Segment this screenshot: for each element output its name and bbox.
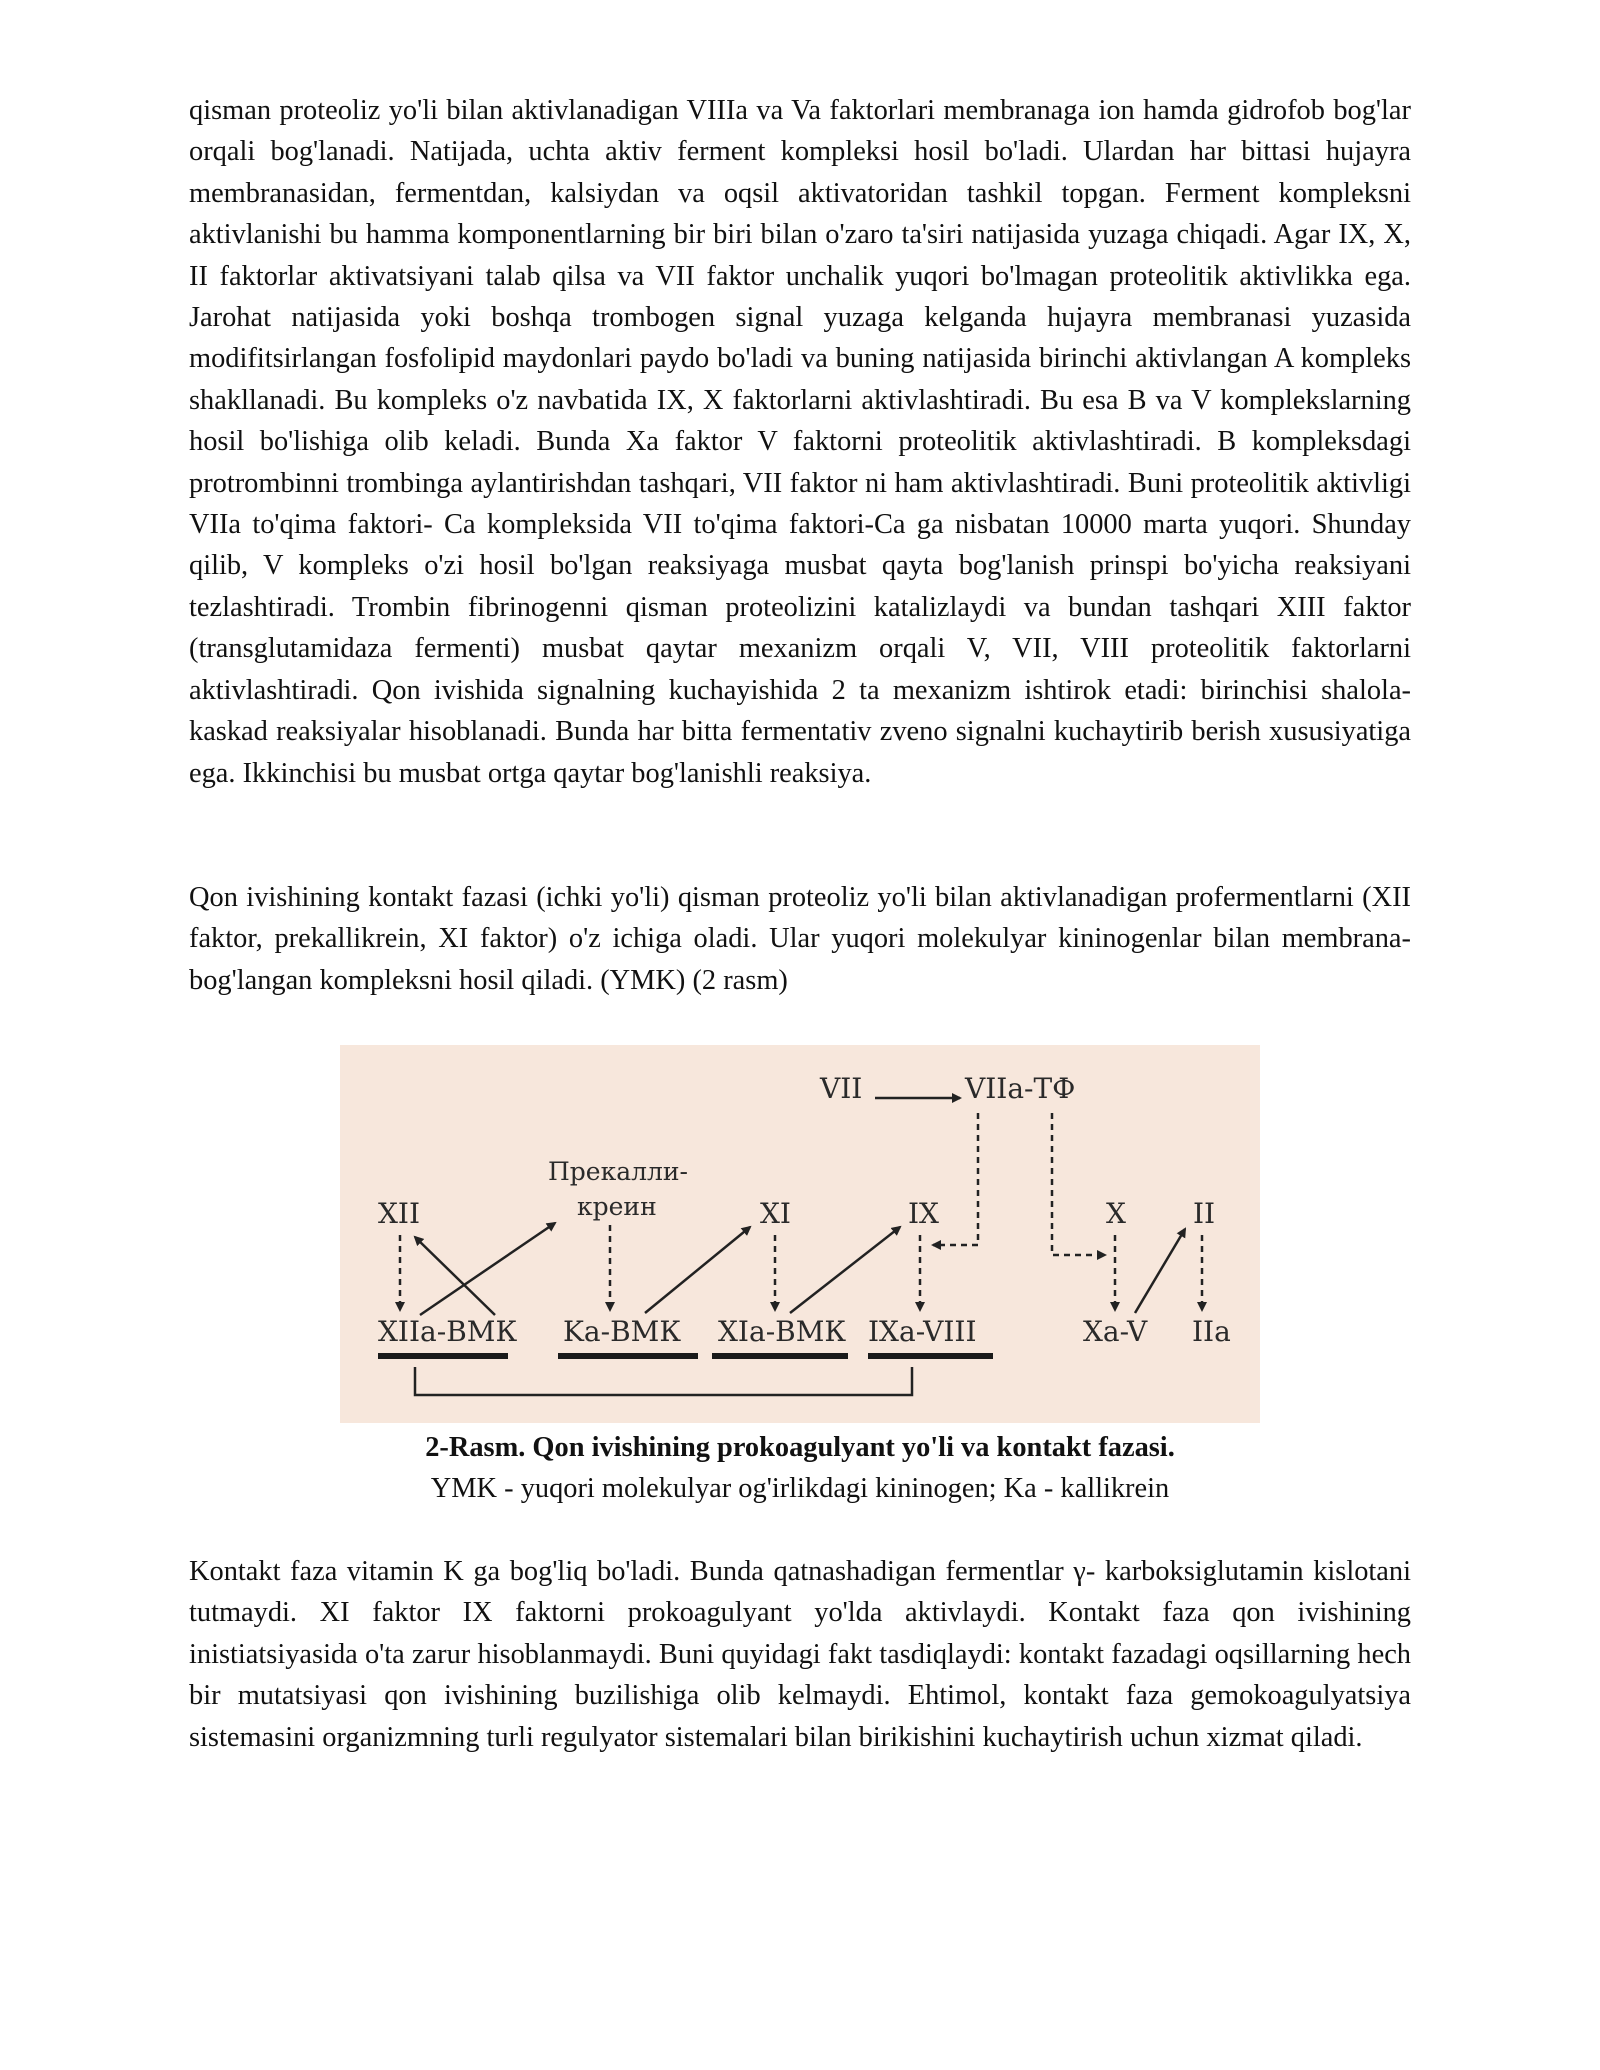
arrow-xiia-to-xii [415, 1237, 495, 1315]
label-vii: VII [820, 1072, 863, 1105]
label-viia-tf: VIIa-ТФ [965, 1072, 1076, 1105]
arrow-ka-to-xi [645, 1227, 750, 1313]
complex-bracket [415, 1367, 912, 1395]
label-ii: II [1193, 1197, 1216, 1230]
arrow-xiia-to-prekallikrein [420, 1223, 555, 1315]
label-x: X [1106, 1197, 1126, 1230]
body-paragraph-2: Qon ivishining kontakt fazasi (ichki yo'li) qisman proteoliz yo'li bilan aktivlanadigan profermentlarni (XII faktor, prekallikrein, XI faktor) o'z ichiga oladi. Ular yuqori molekulyar kininogenlar bilan membrana-bog'langan kompleksni hosil qiladi. (YMK) (2 rasm) [189, 882, 1411, 996]
label-iia: IIa [1192, 1315, 1231, 1348]
label-prekallikrein-1: Прекалли- [548, 1157, 689, 1186]
label-prekallikrein-2: креин [577, 1192, 657, 1221]
membrane-bar-ixa [868, 1353, 993, 1359]
figure-caption-title: 2-Rasm. Qon ivishining prokoagulyant yo'li va kontakt fazasi. [425, 1432, 1175, 1463]
label-ka-vmk: Ka-ВМК [563, 1315, 681, 1348]
label-xa-v: Xa-V [1083, 1315, 1148, 1348]
arrow-xia-to-ix [790, 1227, 900, 1313]
body-paragraph-1: qisman proteoliz yo'li bilan aktivlanadigan VIIIa va Va faktorlari membranaga ion hamda gidrofob bog'lar orqali bog'lanadi. Natijada, uchta aktiv ferment kompleksi hosil bo'ladi. Ulardan har bittasi hujayra membranasidan, fermentdan, kalsiydan va oqsil aktivatoridan tashkil topgan. Ferment kompleksni aktivlanishi bu hamma komponentlarning bir biri bilan o'zaro ta'siri natijasida yuzaga chiqadi. Agar IX, X, II faktorlar aktivatsiyani talab qilsa va VII faktor unchalik yuqori bo'lmagan proteolitik aktivlikka ega. Jarohat natijasida yoki boshqa trombogen signal yuzaga kelganda hujayra membranasi yuzasida modifitsirlangan fosfolipid maydonlari paydo bo'ladi va buning natijasida birinchi aktivlangan A kompleks shakllanadi. Bu kompleks o'z navbatida IX, X faktorlarni aktivlashtiradi. Bu esa B va V komplekslarning hosil bo'lishiga olib keladi. Bunda Xa faktor V faktorni proteolitik aktivlashtiradi. B kompleksdagi protrombinni trombinga aylantirishdan tashqari, VII faktor ni ham aktivlashtiradi. Buni proteolitik aktivligi VIIa to'qima faktori- Ca kompleksida VII to'qima faktori-Ca ga nisbatan 10000 marta yuqori. Shunday qilib, V kompleks o'zi hosil bo'lgan reaksiyaga musbat qayta bog'lanish prinspi bo'yicha reaksiyani tezlashtiradi. Trombin fibrinogenni qisman proteolizini katalizlaydi va bundan tashqari XIII faktor (transglutamidaza fermenti) musbat qaytar mexanizm orqali V, VII, VIII proteolitik faktorlarni aktivlashtiradi. Qon ivishida signalning kuchayishida 2 ta mexanizm ishtirok etadi: birinchisi shalola-kaskad reaksiyalar hisoblanadi. Bunda har bitta fermentativ zveno signalni kuchaytirib berish xususiyatiga ega. Ikkinchisi bu musbat ortga qaytar bog'lanishli reaksiya. [189, 95, 1411, 789]
coagulation-diagram-svg [340, 1045, 1260, 1423]
membrane-bar-ka [558, 1353, 698, 1359]
label-xiia-vmk: XIIa-ВМК [378, 1315, 518, 1348]
label-ix: IX [908, 1197, 939, 1230]
label-xi: XI [760, 1197, 791, 1230]
dashed-arrow-viia-to-ix [933, 1113, 978, 1245]
membrane-bar-xia [712, 1353, 848, 1359]
dashed-arrow-viia-to-x [1052, 1113, 1105, 1255]
label-ixa-viii: IXa-VIII [868, 1315, 977, 1348]
membrane-bar-xiia [378, 1353, 508, 1359]
arrow-xa-to-ii [1135, 1229, 1185, 1313]
coagulation-diagram [340, 1045, 1260, 1423]
label-xii: XII [378, 1197, 421, 1230]
body-paragraph-3: Kontakt faza vitamin K ga bog'liq bo'ladi. Bunda qatnashadigan fermentlar γ- karboksiglutamin kislotani tutmaydi. XI faktor IX faktorni prokoagulyant yo'lda aktivlaydi. Kontakt faza qon ivishining inistiatsiyasida o'ta zarur hisoblanmaydi. Buni quyidagi fakt tasdiqlaydi: kontakt fazadagi oqsillarning hech bir mutatsiyasi qon ivishining buzilishiga olib kelmaydi. Ehtimol, kontakt faza gemokoagulyatsiya sistemasini organizmning turli regulyator sistemalari bilan birikishini kuchaytirish uchun xizmat qiladi. [189, 1556, 1411, 1753]
figure-caption-note: YMK - yuqori molekulyar og'irlikdagi kininogen; Ka - kallikrein [430, 1473, 1170, 1504]
label-xia-vmk: XIa-ВМК [718, 1315, 847, 1348]
